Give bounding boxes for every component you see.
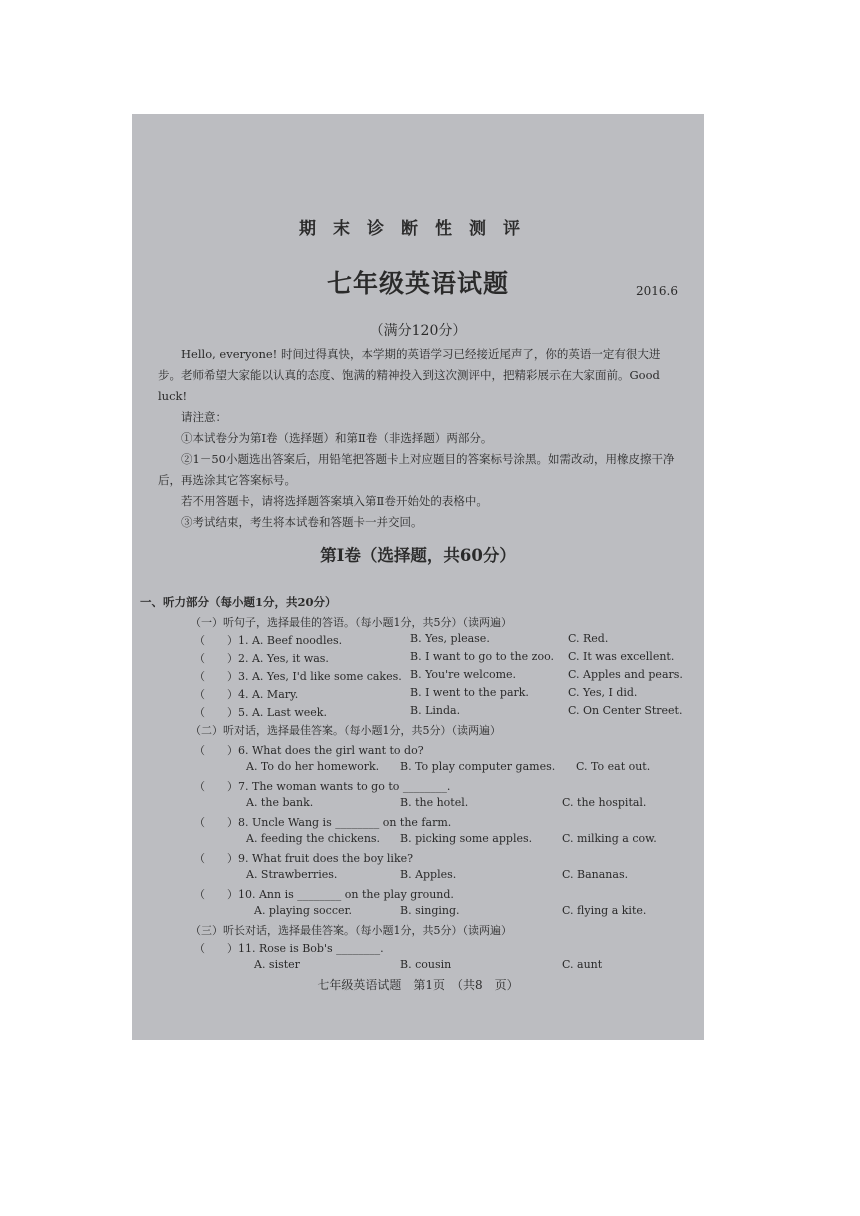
note-3: ③考试结束，考生将本试卷和答题卡一并交回。 [181,515,423,529]
option-c: C. Apples and pears. [568,668,683,681]
option-c: C. the hospital. [562,796,647,809]
option-a: A. feeding the chickens. [246,832,381,845]
page-footer: 七年级英语试题 第1页 （共8 页） [317,978,519,992]
option-b: B. Yes, please. [410,632,490,645]
option-b: B. picking some apples. [400,832,533,845]
question-stem: （ ）6. What does the girl want to do? [194,744,424,757]
question-stem: （ ）11. Rose is Bob's ________. [194,942,384,955]
notice-title: 请注意： [181,410,227,424]
sub-section-3: （三）听长对话，选择最佳答案。（每小题1分，共5分）（读两遍） [190,924,512,937]
option-a: A. sister [254,958,300,971]
option-c: C. Bananas. [562,868,629,881]
note-2: ②1－50小题选出答案后，用铅笔把答题卡上对应题目的答案标号涂黑。如需改动，用橡皮擦干净后，再选涂其它答案标号。 [158,452,675,487]
exam-sheet [132,114,704,1040]
exam-header: 期末诊断性测评 [299,219,537,239]
question-stem: （ ）4. A. Mary. [194,688,299,701]
option-b: B. singing. [400,904,460,917]
full-score: （满分120分） [369,323,467,339]
option-c: C. aunt [562,958,603,971]
option-b: B. the hotel. [400,796,469,809]
option-a: A. To do her homework. [246,760,380,773]
note-2b: 若不用答题卡，请将选择题答案填入第Ⅱ卷开始处的表格中。 [181,494,488,508]
intro-greeting: Hello, everyone! 时间过得真快，本学期的英语学习已经接近尾声了，你的英语一定有很大进步。老师希望大家能以认真的态度、饱满的精神投入到这次测评中，把精彩展示在大家面前。Good luck! [158,347,661,403]
question-stem: （ ）3. A. Yes, I'd like some cakes. [194,670,402,683]
option-c: C. On Center Street. [568,704,683,717]
question-stem: （ ）7. The woman wants to go to ________. [194,780,451,793]
exam-title: 七年级英语试题 [326,269,509,298]
option-c: C. flying a kite. [562,904,647,917]
option-a: A. Strawberries. [246,868,338,881]
section-title: 第Ⅰ卷（选择题，共60分） [320,546,516,565]
note-1: ①本试卷分为第Ⅰ卷（选择题）和第Ⅱ卷（非选择题）两部分。 [181,431,493,445]
sub-section-2: （二）听对话，选择最佳答案。（每小题1分，共5分）（读两遍） [190,724,501,737]
exam-date: 2016.6 [636,284,678,298]
question-stem: （ ）5. A. Last week. [194,706,327,719]
option-a: A. the bank. [246,796,314,809]
option-b: B. I want to go to the zoo. [410,650,554,663]
option-b: B. Apples. [400,868,457,881]
option-c: C. Yes, I did. [568,686,638,699]
sub-section-1: （一）听句子，选择最佳的答语。（每小题1分，共5分）（读两遍） [190,616,512,629]
option-c: C. Red. [568,632,609,645]
option-b: B. To play computer games. [400,760,556,773]
question-stem: （ ）2. A. Yes, it was. [194,652,329,665]
option-a: A. playing soccer. [254,904,353,917]
question-stem: （ ）9. What fruit does the boy like? [194,852,414,865]
option-c: C. It was excellent. [568,650,675,663]
question-stem: （ ）8. Uncle Wang is ________ on the farm. [194,816,452,829]
intro-block [158,344,680,533]
option-b: B. Linda. [410,704,461,717]
question-stem: （ ）1. A. Beef noodles. [194,634,343,647]
option-b: B. You're welcome. [410,668,517,681]
option-b: B. I went to the park. [410,686,529,699]
option-c: C. To eat out. [576,760,651,773]
question-stem: （ ）10. Ann is ________ on the play ground. [194,888,454,901]
option-c: C. milking a cow. [562,832,657,845]
option-b: B. cousin [400,958,452,971]
part-title: 一、听力部分（每小题1分，共20分） [140,595,337,609]
